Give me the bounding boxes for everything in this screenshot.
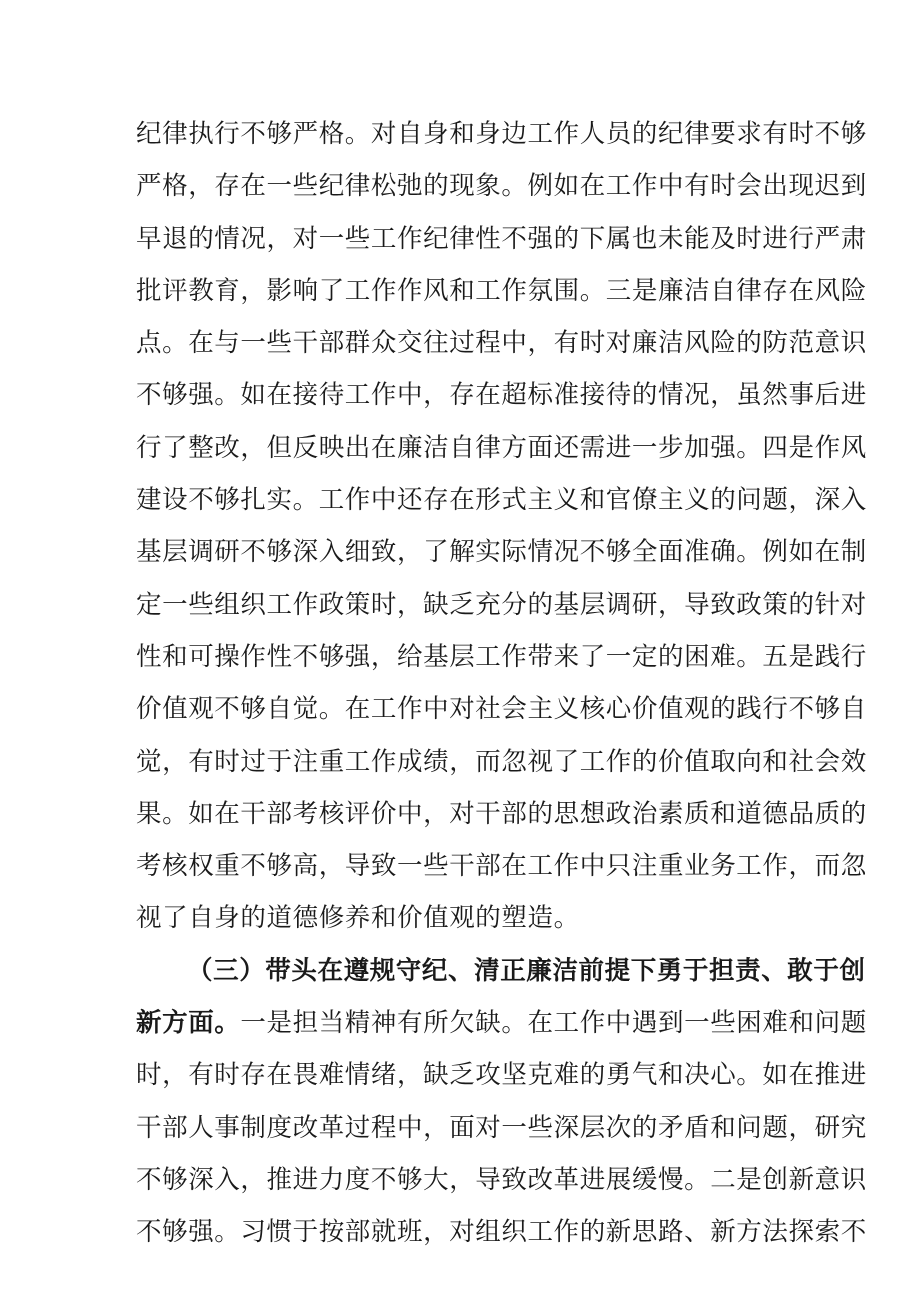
section-heading-end: 新方面。 (136, 1008, 241, 1039)
text-line: 果。如在干部考核评价中，对干部的思想政治素质和道德品质的 (136, 798, 867, 829)
text-line (136, 997, 867, 1049)
text-line: 基层调研不够深入细致，了解实际情况不够全面准确。例如在制 (136, 537, 867, 568)
text-line: 干部人事制度改革过程中，面对一些深层次的矛盾和问题，研究 (136, 1112, 867, 1143)
text-line: 不够强。如在接待工作中，存在超标准接待的情况，虽然事后进 (136, 380, 867, 411)
text-line: 不够强。习惯于按部就班，对组织工作的新思路、新方法探索不 (136, 1217, 867, 1248)
text-line: 严格，存在一些纪律松弛的现象。例如在工作中有时会出现迟到 (136, 171, 867, 202)
text-line: 行了整改，但反映出在廉洁自律方面还需进一步加强。四是作风 (136, 432, 867, 463)
text-line: 纪律执行不够严格。对自身和身边工作人员的纪律要求有时不够 (136, 119, 867, 149)
text-line: 价值观不够自觉。在工作中对社会主义核心价值观的践行不够自 (136, 694, 867, 725)
text-line-rest: 一是担当精神有所欠缺。在工作中遇到一些困难和问题 (240, 1008, 867, 1039)
text-line: 考核权重不够高，导致一些干部在工作中只注重业务工作，而忽 (136, 851, 867, 882)
text-line: 视了自身的道德修养和价值观的塑造。 (136, 903, 580, 934)
text-line: 批评教育，影响了工作作风和工作氛围。三是廉洁自律存在风险 (136, 275, 867, 306)
text-line: 不够深入，推进力度不够大，导致改革进展缓慢。二是创新意识 (136, 1164, 867, 1195)
text-line: 时，有时存在畏难情绪，缺乏攻坚克难的勇气和决心。如在推进 (136, 1060, 867, 1091)
section-heading: （三）带头在遵规守纪、清正廉洁前提下勇于担责、敢于创 (187, 955, 866, 986)
text-line: 建设不够扎实。工作中还存在形式主义和官僚主义的问题，深入 (136, 485, 867, 516)
body-text (136, 108, 867, 1259)
text-line: 觉，有时过于注重工作成绩，而忽视了工作的价值取向和社会效 (136, 746, 867, 777)
text-line: 定一些组织工作政策时，缺乏充分的基层调研，导致政策的针对 (136, 589, 867, 620)
text-line: 早退的情况，对一些工作纪律性不强的下属也未能及时进行严肃 (136, 223, 867, 254)
text-line: 性和可操作性不够强，给基层工作带来了一定的困难。五是践行 (136, 641, 867, 672)
text-line: 点。在与一些干部群众交往过程中，有时对廉洁风险的防范意识 (136, 328, 867, 359)
